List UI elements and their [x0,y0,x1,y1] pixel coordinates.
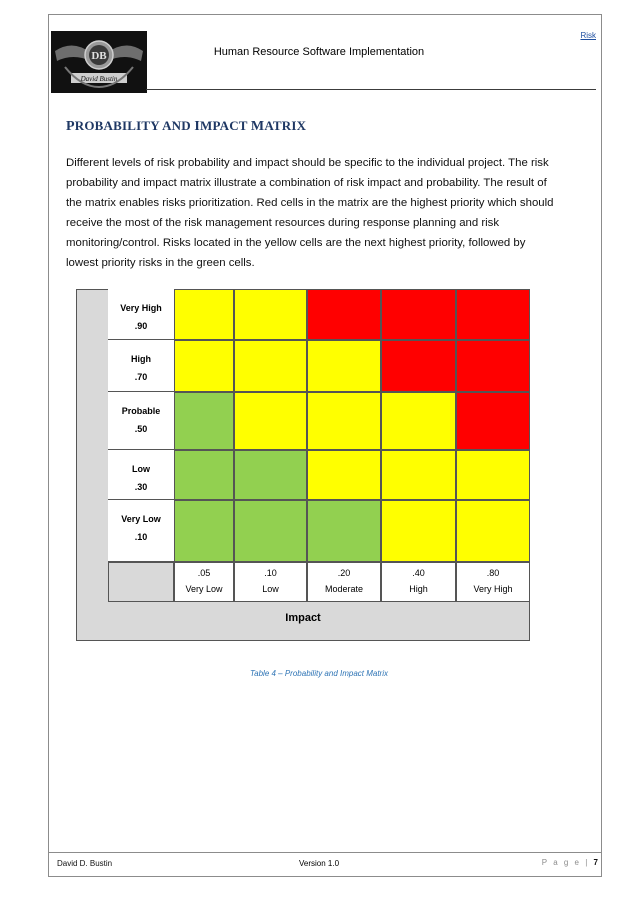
row-label [108,450,174,500]
risk-link[interactable]: Risk [580,31,596,40]
matrix-cell-yellow [307,340,381,392]
column-label-value: .40 [412,568,425,578]
body-paragraph [66,153,596,273]
column-label [174,562,234,602]
row-label-value: .30 [134,482,148,492]
impact-axis-label: Impact [285,612,321,624]
column-label [456,562,530,602]
column-label-text: Very High [473,584,513,594]
column-label-value: .05 [197,568,211,578]
column-label [307,562,381,602]
matrix-cell-green [174,500,234,562]
section-heading: PROBABILITY AND IMPACT MATRIX [66,118,307,134]
row-label-text: Low [132,464,150,474]
row-label-text: Very Low [121,514,161,524]
matrix-cell-yellow [234,340,307,392]
column-label-text: Moderate [324,584,364,594]
matrix-cell-yellow [307,392,381,450]
matrix-cell-yellow [234,289,307,340]
logo-name: David Bustin [80,75,118,83]
row-label-text: High [131,354,151,364]
column-label [381,562,456,602]
row-label-value: .10 [134,532,148,542]
footer-author: David D. Bustin [57,859,113,868]
paragraph-line: Different levels of risk probability and impact should be specific to the individual project. The risk [66,157,549,169]
paragraph-line: receive the most of the risk management resources during response planning and risk [66,217,500,229]
matrix-cell-yellow [381,392,456,450]
matrix-cell-yellow [456,450,530,500]
paragraph-line: monitoring/control. Risks located in the yellow cells are the next highest priority, followed by [66,237,526,249]
paragraph-line: the matrix enables risks prioritization. Red cells in the matrix are the highest priority which should [66,197,554,209]
logo [51,31,147,93]
row-label [108,289,174,340]
column-label [234,562,307,602]
matrix-cell-red [381,289,456,340]
matrix-cell-yellow [234,392,307,450]
matrix-cell-green [234,500,307,562]
row-label [108,340,174,392]
row-label-value: .90 [134,321,148,331]
matrix-cell-green [174,450,234,500]
logo-initials: DB [91,50,107,62]
probability-impact-matrix [76,289,530,641]
row-label-text: Probable [121,406,161,416]
column-label-text: Very Low [185,584,223,594]
footer-divider [48,852,602,853]
table-caption: Table 4 – Probability and Impact Matrix [250,669,388,678]
column-label-value: .20 [337,568,351,578]
row-label [108,392,174,450]
row-label-value: .50 [134,424,148,434]
footer-page: P a g e | 7 [541,858,598,867]
matrix-cell-red [456,289,530,340]
matrix-cell-yellow [456,500,530,562]
matrix-cell-green [174,392,234,450]
row-label-value: .70 [134,372,148,382]
column-label-text: High [409,584,428,594]
paragraph-line: lowest priority risks in the green cells. [66,257,255,269]
matrix-cell-red [381,340,456,392]
header-divider [146,89,596,90]
footer-version: Version 1.0 [298,859,340,868]
paragraph-line: probability and impact matrix illustrate a combination of risk impact and probability. The result of [66,177,547,189]
document-title: Human Resource Software Implementation [213,46,425,58]
matrix-cell-red [456,392,530,450]
matrix-cell-green [234,450,307,500]
matrix-cell-red [307,289,381,340]
matrix-cell-yellow [381,450,456,500]
column-label-value: .80 [486,568,500,578]
row-label-text: Very High [120,303,162,313]
logo-emblem [51,31,147,93]
matrix-cell-green [307,500,381,562]
matrix-corner [108,562,174,602]
matrix-cell-yellow [381,500,456,562]
matrix-cell-red [456,340,530,392]
matrix-cell-yellow [174,289,234,340]
column-label-value: .10 [264,568,277,578]
matrix-cell-yellow [174,340,234,392]
matrix-cell-yellow [307,450,381,500]
column-label-text: Low [262,584,279,594]
row-label [108,500,174,562]
